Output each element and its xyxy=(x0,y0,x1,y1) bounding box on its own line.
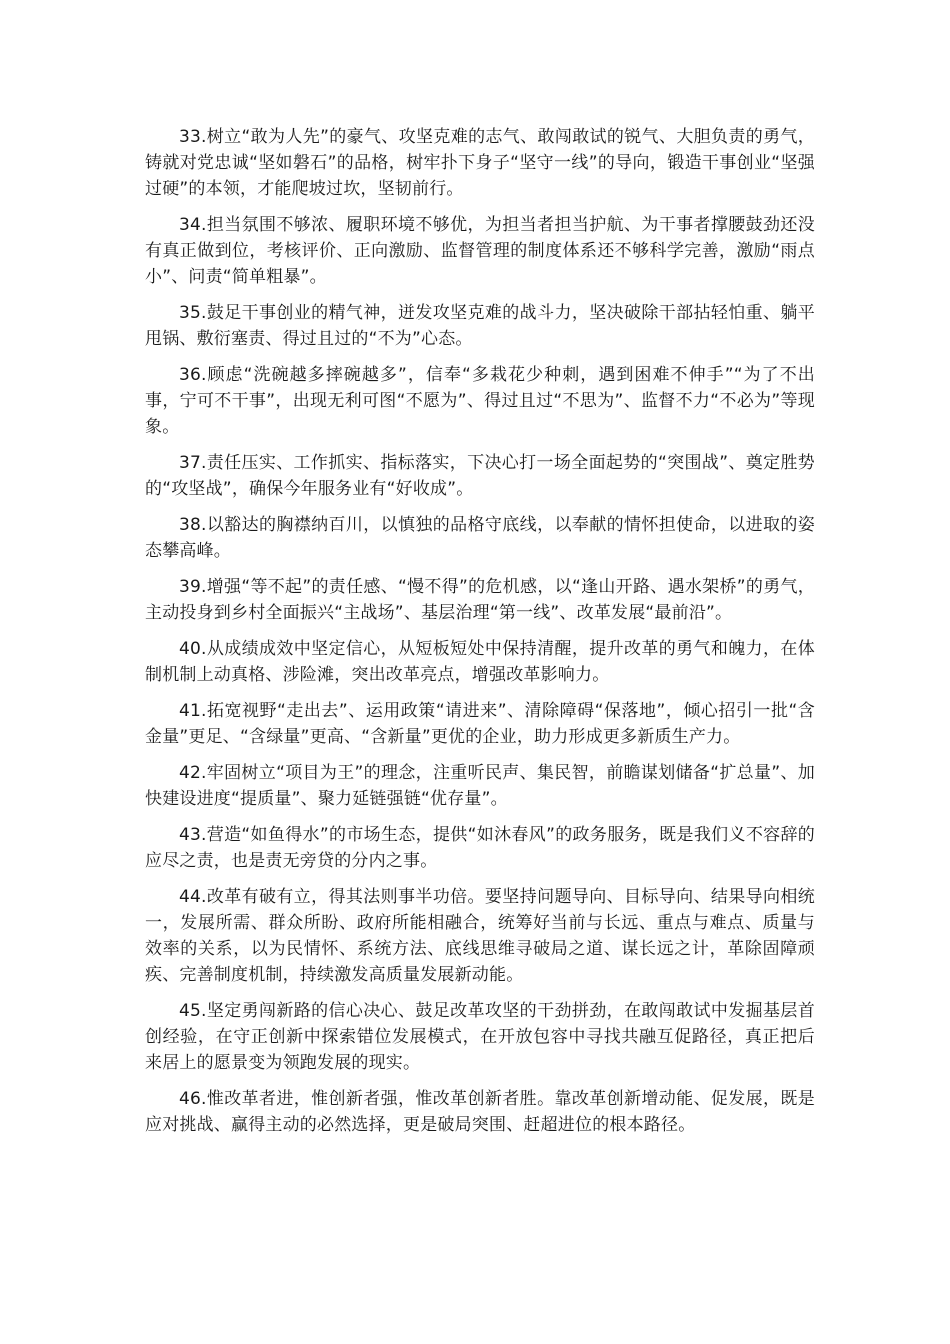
paragraph-40: 40.从成绩成效中坚定信心，从短板短处中保持清醒，提升改革的勇气和魄力，在体制机制上动真格、涉险滩，突出改革亮点，增强改革影响力。 xyxy=(145,639,815,685)
paragraph-37: 37.责任压实、工作抓实、指标落实，下决心打一场全面起势的“突围战”、奠定胜势的“攻坚战”，确保今年服务业有“好收成”。 xyxy=(145,453,815,499)
paragraph-38: 38.以豁达的胸襟纳百川，以慎独的品格守底线，以奉献的情怀担使命，以进取的姿态攀高峰。 xyxy=(145,515,815,561)
paragraph-39: 39.增强“等不起”的责任感、“慢不得”的危机感，以“逢山开路、遇水架桥”的勇气，主动投身到乡村全面振兴“主战场”、基层治理“第一线”、改革发展“最前沿”。 xyxy=(145,577,815,623)
paragraph-42: 42.牢固树立“项目为王”的理念，注重听民声、集民智，前瞻谋划储备“扩总量”、加快建设进度“提质量”、聚力延链强链“优存量”。 xyxy=(145,763,815,809)
paragraph-45: 45.坚定勇闯新路的信心决心、鼓足改革攻坚的干劲拼劲，在敢闯敢试中发掘基层首创经验，在守正创新中探索错位发展模式，在开放包容中寻找共融互促路径，真正把后来居上的愿景变为领跑发展的现实。 xyxy=(145,1001,815,1073)
paragraph-44: 44.改革有破有立，得其法则事半功倍。要坚持问题导向、目标导向、结果导向相统一，发展所需、群众所盼、政府所能相融合，统筹好当前与长远、重点与难点、质量与效率的关系，以为民情怀、系统方法、底线思维寻破局之道、谋长远之计，革除固障顽疾、完善制度机制，持续激发高质量发展新动能。 xyxy=(145,887,815,985)
paragraph-33: 33.树立“敢为人先”的豪气、攻坚克难的志气、敢闯敢试的锐气、大胆负责的勇气，铸就对党忠诚“坚如磐石”的品格，树牢扑下身子“坚守一线”的导向，锻造干事创业“坚强过硬”的本领，才能爬坡过坎，坚韧前行。 xyxy=(145,127,815,199)
document-page xyxy=(145,124,815,1148)
paragraph-34: 34.担当氛围不够浓、履职环境不够优，为担当者担当护航、为干事者撑腰鼓劲还没有真正做到位，考核评价、正向激励、监督管理的制度体系还不够科学完善，激励“雨点小”、问责“简单粗暴”。 xyxy=(145,215,815,287)
paragraph-43: 43.营造“如鱼得水”的市场生态，提供“如沐春风”的政务服务，既是我们义不容辞的应尽之责，也是责无旁贷的分内之事。 xyxy=(145,825,815,871)
paragraph-41: 41.拓宽视野“走出去”、运用政策“请进来”、清除障碍“保落地”，倾心招引一批“含金量”更足、“含绿量”更高、“含新量”更优的企业，助力形成更多新质生产力。 xyxy=(145,701,815,747)
paragraph-35: 35.鼓足干事创业的精气神，迸发攻坚克难的战斗力，坚决破除干部拈轻怕重、躺平甩锅、敷衍塞责、得过且过的“不为”心态。 xyxy=(145,303,815,349)
paragraph-36: 36.顾虑“洗碗越多摔碗越多”，信奉“多栽花少种刺，遇到困难不伸手”“为了不出事，宁可不干事”，出现无利可图“不愿为”、得过且过“不思为”、监督不力“不必为”等现象。 xyxy=(145,365,815,437)
paragraph-46: 46.惟改革者进，惟创新者强，惟改革创新者胜。靠改革创新增动能、促发展，既是应对挑战、赢得主动的必然选择，更是破局突围、赶超进位的根本路径。 xyxy=(145,1089,815,1135)
